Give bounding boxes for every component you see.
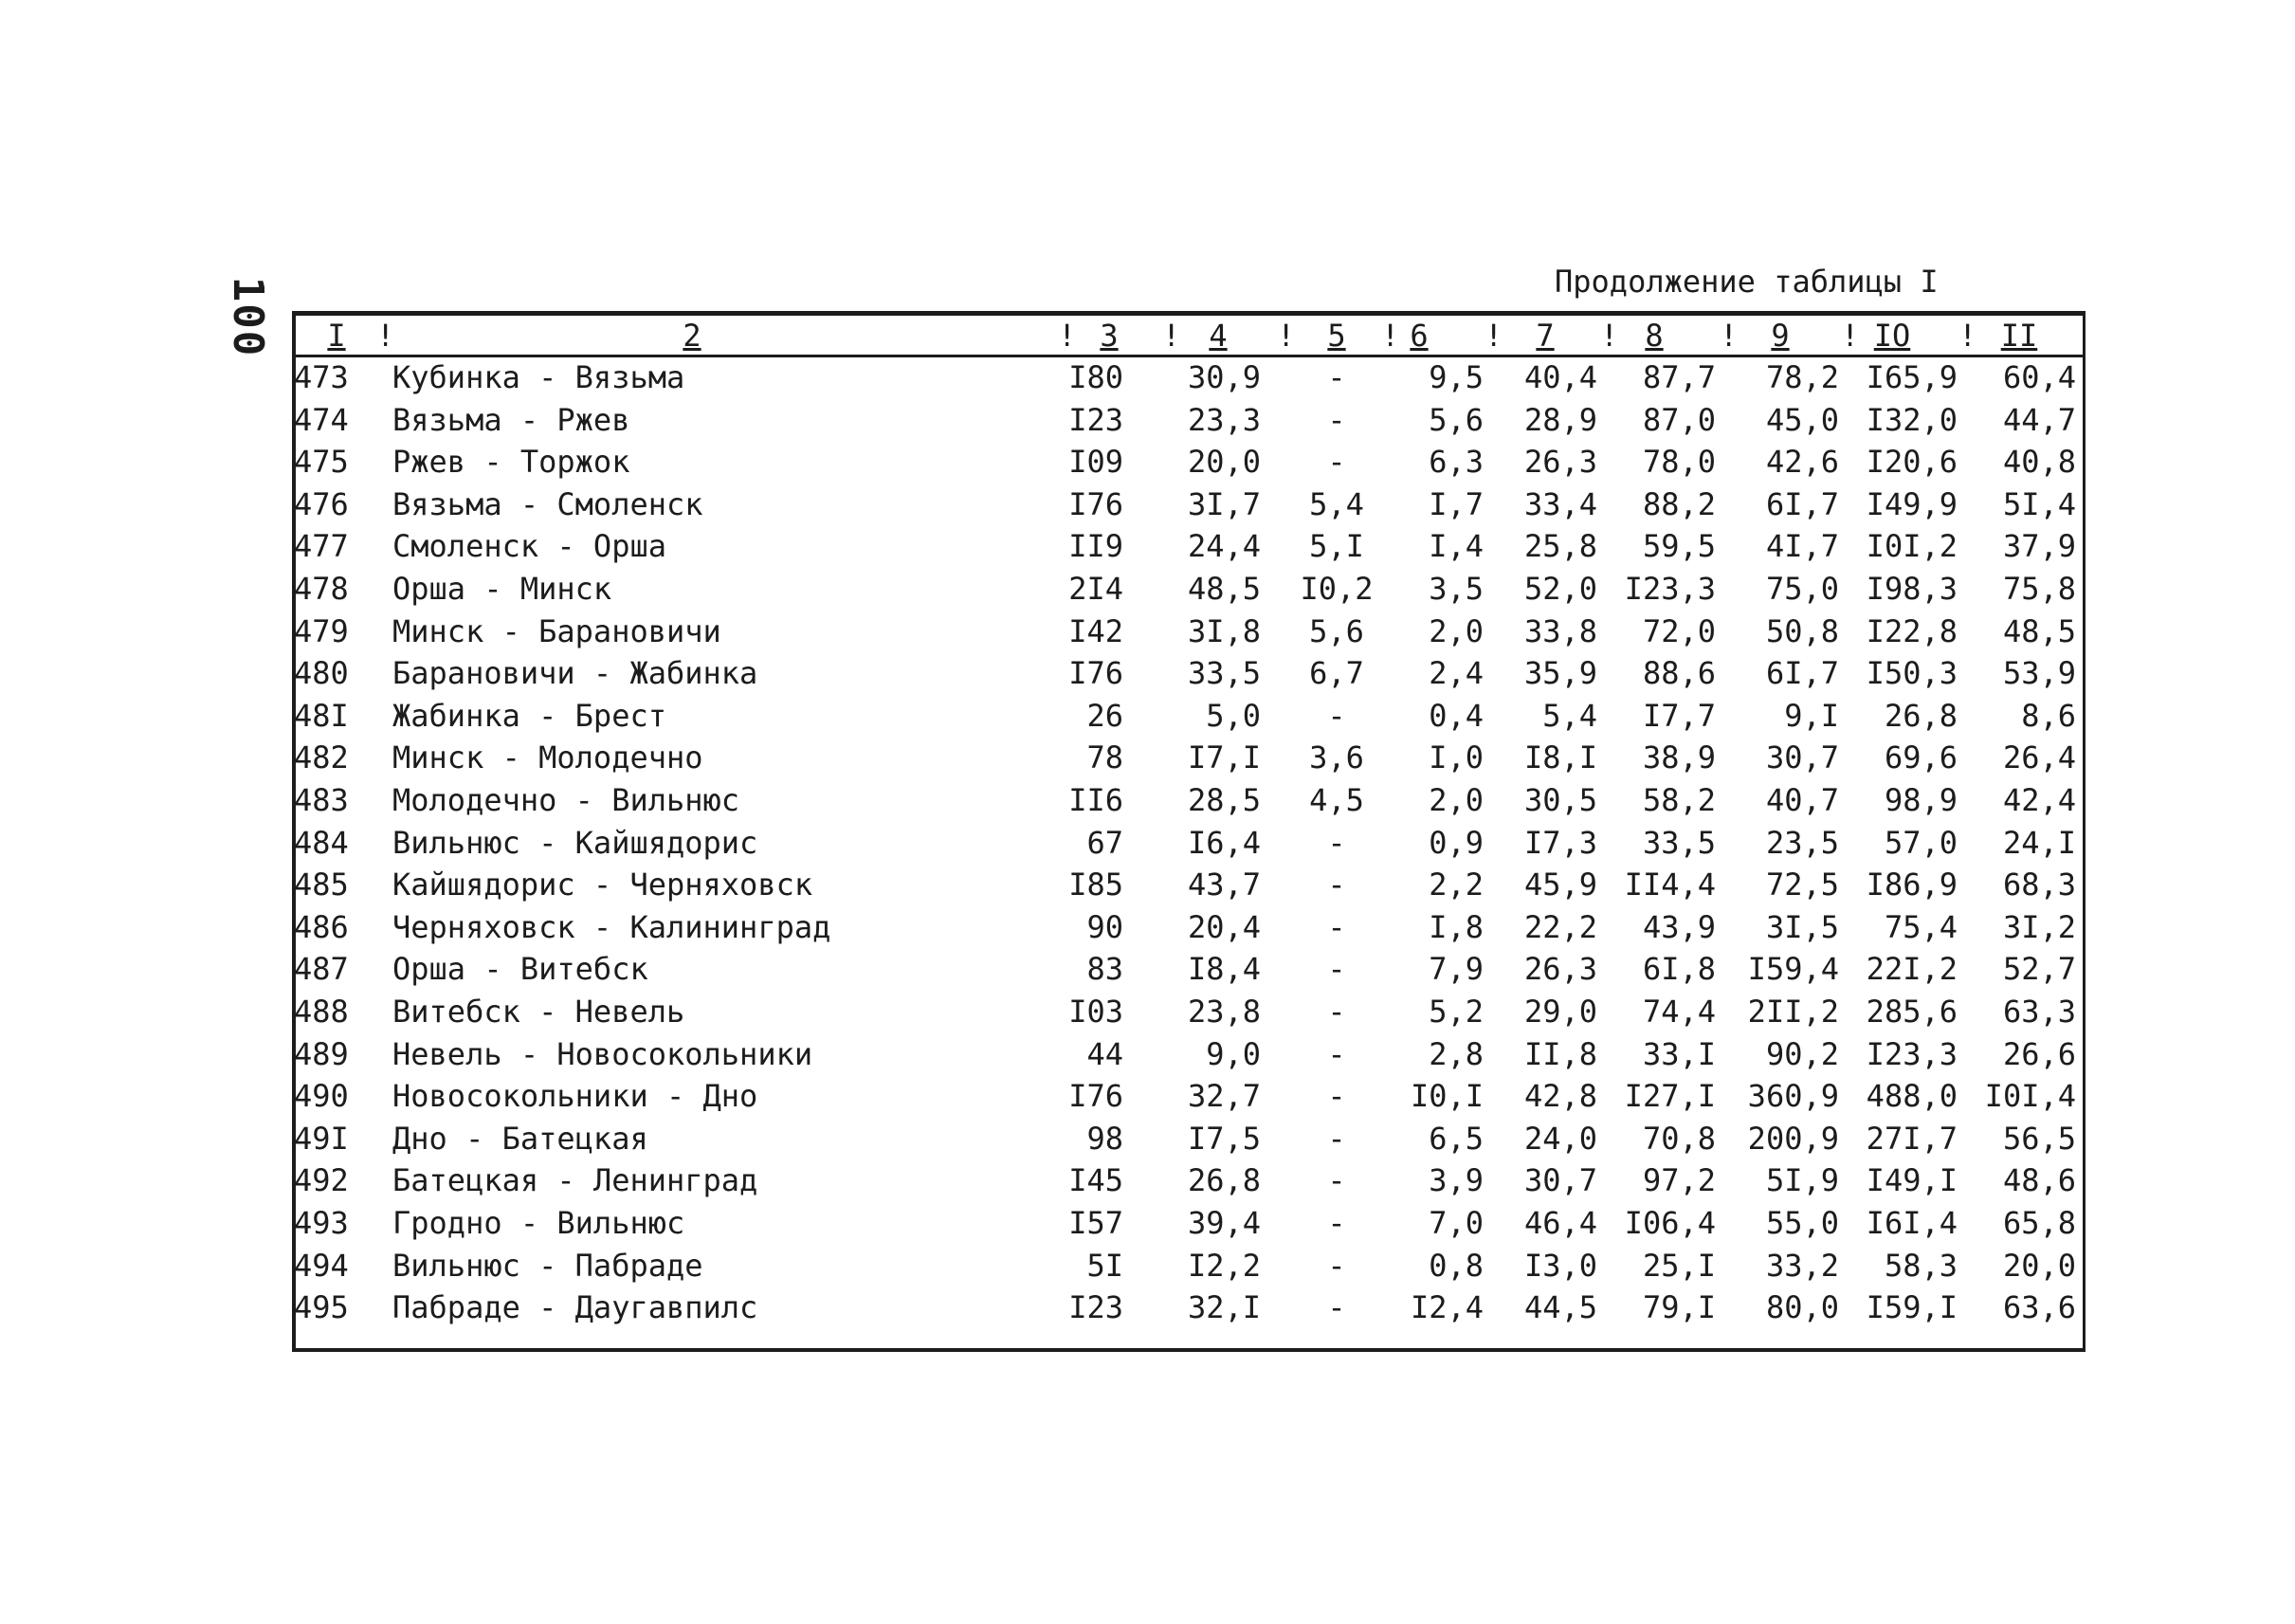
table-cell: 4I,7 (1765, 528, 1839, 564)
table-cell: - (1327, 994, 1346, 1030)
row-number: 495 (294, 1289, 349, 1325)
table-cell: I59,I (1866, 1289, 1958, 1325)
table-cell: 0,4 (1429, 698, 1484, 734)
table-cell: 48,6 (2002, 1162, 2076, 1198)
table-cell: 52,7 (2002, 951, 2076, 987)
table-cell: 22I,2 (1866, 951, 1958, 987)
table-cell: 0,8 (1429, 1248, 1484, 1284)
table-cell: I27,I (1624, 1078, 1716, 1114)
table-cell: 69,6 (1884, 739, 1958, 776)
table-cell: 78,2 (1765, 359, 1839, 395)
table-caption: Продолжение таблицы I (1555, 264, 1939, 300)
route-name: Витебск - Невель (392, 994, 685, 1030)
table-cell: 43,7 (1187, 867, 1261, 903)
row-number: 488 (294, 994, 349, 1030)
table-cell: I76 (1068, 655, 1123, 691)
table-cell: 26,6 (2002, 1036, 2076, 1072)
table-cell: 70,8 (1642, 1121, 1716, 1157)
table-cell: I0I,2 (1866, 528, 1958, 564)
table-cell: 79,I (1642, 1289, 1716, 1325)
table-cell: 78 (1086, 739, 1123, 776)
header-separator: ! (1841, 318, 1860, 354)
table-cell: 20,4 (1187, 909, 1261, 945)
header-rule (292, 355, 2086, 357)
table-cell: 44,7 (2002, 402, 2076, 438)
table-cell: 43,9 (1642, 909, 1716, 945)
table-cell: I23 (1068, 402, 1123, 438)
table-cell: 2,8 (1429, 1036, 1484, 1072)
header-separator: ! (1600, 318, 1619, 354)
row-number: 479 (294, 613, 349, 649)
table-cell: 20,0 (1187, 444, 1261, 480)
route-name: Минск - Барановичи (392, 613, 721, 649)
header-col-7: 7 (1536, 318, 1555, 354)
table-cell: 30,5 (1523, 782, 1597, 818)
table-cell: 285,6 (1866, 994, 1958, 1030)
row-number: 48I (294, 698, 349, 734)
table-cell: I,0 (1429, 739, 1484, 776)
table-cell: 98,9 (1884, 782, 1958, 818)
table-cell: 97,2 (1642, 1162, 1716, 1198)
table-cell: 3,6 (1309, 739, 1364, 776)
table-cell: 25,I (1642, 1248, 1716, 1284)
table-cell: 53,9 (2002, 655, 2076, 691)
header-col-3: 3 (1100, 318, 1119, 354)
table-cell: 9,I (1784, 698, 1839, 734)
table-cell: - (1327, 1289, 1346, 1325)
table-cell: - (1327, 1248, 1346, 1284)
route-name: Вильнюс - Пабраде (392, 1248, 703, 1284)
table-cell: II6 (1068, 782, 1123, 818)
table-cell: - (1327, 698, 1346, 734)
table-cell: 88,6 (1642, 655, 1716, 691)
table-cell: I23 (1068, 1289, 1123, 1325)
table-cell: 488,0 (1866, 1078, 1958, 1114)
table-cell: - (1327, 1121, 1346, 1157)
table-cell: 2,4 (1429, 655, 1484, 691)
table-cell: 5,4 (1309, 486, 1364, 522)
table-cell: 52,0 (1523, 571, 1597, 607)
route-name: Вильнюс - Кайшядорис (392, 825, 758, 861)
table-cell: 6,3 (1429, 444, 1484, 480)
table-cell: I09 (1068, 444, 1123, 480)
table-cell: I42 (1068, 613, 1123, 649)
table-cell: I3,0 (1523, 1248, 1597, 1284)
table-cell: 50,8 (1765, 613, 1839, 649)
table-cell: 6I,7 (1765, 655, 1839, 691)
table-cell: 8,6 (2021, 698, 2076, 734)
table-cell: I23,3 (1866, 1036, 1958, 1072)
table-cell: 87,0 (1642, 402, 1716, 438)
table-cell: 48,5 (2002, 613, 2076, 649)
header-col-2: 2 (683, 318, 701, 354)
table-cell: 56,5 (2002, 1121, 2076, 1157)
table-cell: I80 (1068, 359, 1123, 395)
route-name: Невель - Новосокольники (392, 1036, 813, 1072)
table-cell: 25,8 (1523, 528, 1597, 564)
table-cell: 5I (1086, 1248, 1123, 1284)
table-cell: 23,8 (1187, 994, 1261, 1030)
table-cell: 360,9 (1747, 1078, 1839, 1114)
row-number: 487 (294, 951, 349, 987)
table-cell: 72,5 (1765, 867, 1839, 903)
row-number: 478 (294, 571, 349, 607)
header-col-5: 5 (1327, 318, 1346, 354)
page-number (220, 269, 277, 364)
table-cell: 33,2 (1765, 1248, 1839, 1284)
route-name: Смоленск - Орша (392, 528, 666, 564)
table-cell: 45,9 (1523, 867, 1597, 903)
table-cell: 32,7 (1187, 1078, 1261, 1114)
table-cell: - (1327, 1162, 1346, 1198)
table-cell: 33,4 (1523, 486, 1597, 522)
table-cell: 57,0 (1884, 825, 1958, 861)
table-cell: 3I,5 (1765, 909, 1839, 945)
table-cell: 42,4 (2002, 782, 2076, 818)
header-separator: ! (1484, 318, 1503, 354)
table-cell: I59,4 (1747, 951, 1839, 987)
table-cell: I22,8 (1866, 613, 1958, 649)
row-number: 486 (294, 909, 349, 945)
table-cell: 5I,9 (1765, 1162, 1839, 1198)
table-cell: 3I,8 (1187, 613, 1261, 649)
route-name: Дно - Батецкая (392, 1121, 648, 1157)
header-col-9: 9 (1771, 318, 1790, 354)
table-cell: - (1327, 402, 1346, 438)
table-cell: 9,0 (1206, 1036, 1261, 1072)
table-cell: 5,6 (1309, 613, 1364, 649)
table-cell: 5,4 (1542, 698, 1597, 734)
table-cell: I57 (1068, 1205, 1123, 1241)
row-number: 474 (294, 402, 349, 438)
table-cell: 33,5 (1642, 825, 1716, 861)
table-cell: 44,5 (1523, 1289, 1597, 1325)
header-separator: ! (1058, 318, 1077, 354)
row-number: 473 (294, 359, 349, 395)
table-cell: 200,9 (1747, 1121, 1839, 1157)
table-cell: 26,3 (1523, 444, 1597, 480)
table-cell: 48,5 (1187, 571, 1261, 607)
table-cell: I,7 (1429, 486, 1484, 522)
table-cell: 44 (1086, 1036, 1123, 1072)
table-cell: I49,I (1866, 1162, 1958, 1198)
table-cell: I49,9 (1866, 486, 1958, 522)
table-cell: 90 (1086, 909, 1123, 945)
route-name: Пабраде - Даугавпилс (392, 1289, 758, 1325)
table-cell: I7,7 (1642, 698, 1716, 734)
row-number: 494 (294, 1248, 349, 1284)
route-name: Вязьма - Ржев (392, 402, 630, 438)
table-cell: 58,2 (1642, 782, 1716, 818)
table-cell: I0,2 (1300, 571, 1374, 607)
row-number: 485 (294, 867, 349, 903)
route-name: Жабинка - Брест (392, 698, 666, 734)
row-number: 484 (294, 825, 349, 861)
table-cell: 75,0 (1765, 571, 1839, 607)
table-cell: - (1327, 867, 1346, 903)
table-cell: 6I,7 (1765, 486, 1839, 522)
table-cell: 2I4 (1068, 571, 1123, 607)
table-cell: I20,6 (1866, 444, 1958, 480)
row-number: 483 (294, 782, 349, 818)
table-cell: I85 (1068, 867, 1123, 903)
row-number: 480 (294, 655, 349, 691)
table-cell: I32,0 (1866, 402, 1958, 438)
table-cell: 42,6 (1765, 444, 1839, 480)
table-cell: 58,3 (1884, 1248, 1958, 1284)
table-cell: 5I,4 (2002, 486, 2076, 522)
table-cell: 40,8 (2002, 444, 2076, 480)
table-cell: I6,4 (1187, 825, 1261, 861)
table-cell: 98 (1086, 1121, 1123, 1157)
table-cell: 33,8 (1523, 613, 1597, 649)
table-cell: I8,I (1523, 739, 1597, 776)
table-cell: I2,2 (1187, 1248, 1261, 1284)
table-cell: I7,5 (1187, 1121, 1261, 1157)
table-cell: II,8 (1523, 1036, 1597, 1072)
route-name: Батецкая - Ленинград (392, 1162, 758, 1198)
route-name: Барановичи - Жабинка (392, 655, 758, 691)
table-cell: 35,9 (1523, 655, 1597, 691)
table-cell: 5,2 (1429, 994, 1484, 1030)
table-cell: II9 (1068, 528, 1123, 564)
table-cell: I7,3 (1523, 825, 1597, 861)
table-cell: - (1327, 909, 1346, 945)
table-cell: 6I,8 (1642, 951, 1716, 987)
table-cell: 80,0 (1765, 1289, 1839, 1325)
table-cell: 28,5 (1187, 782, 1261, 818)
table-cell: 4,5 (1309, 782, 1364, 818)
table-cell: 30,7 (1765, 739, 1839, 776)
table-cell: 2,0 (1429, 782, 1484, 818)
route-name: Орша - Витебск (392, 951, 648, 987)
table-cell: 33,5 (1187, 655, 1261, 691)
table-cell: - (1327, 359, 1346, 395)
table-cell: - (1327, 825, 1346, 861)
table-cell: I98,3 (1866, 571, 1958, 607)
table-cell: 55,0 (1765, 1205, 1839, 1241)
table-cell: 63,3 (2002, 994, 2076, 1030)
table-cell: 39,4 (1187, 1205, 1261, 1241)
table-cell: I0I,4 (1984, 1078, 2076, 1114)
header-col-8: 8 (1645, 318, 1664, 354)
header-col-4: 4 (1209, 318, 1228, 354)
route-name: Кайшядорис - Черняховск (392, 867, 813, 903)
header-separator: ! (1720, 318, 1739, 354)
table-cell: I2,4 (1410, 1289, 1484, 1325)
table-cell: 24,4 (1187, 528, 1261, 564)
table-cell: 22,2 (1523, 909, 1597, 945)
table-cell: I06,4 (1624, 1205, 1716, 1241)
table-cell: 46,4 (1523, 1205, 1597, 1241)
table-cell: 26 (1086, 698, 1123, 734)
header-separator: ! (1381, 318, 1400, 354)
table-cell: - (1327, 1205, 1346, 1241)
table-cell: 7,0 (1429, 1205, 1484, 1241)
table-cell: 26,4 (2002, 739, 2076, 776)
table-cell: I6I,4 (1866, 1205, 1958, 1241)
header-col-10: IO (1873, 318, 1911, 354)
table-cell: 24,I (2002, 825, 2076, 861)
route-name: Вязьма - Смоленск (392, 486, 703, 522)
header-col-1: I (327, 318, 346, 354)
row-number: 475 (294, 444, 349, 480)
header-col-6: 6 (1410, 318, 1429, 354)
header-separator: ! (1958, 318, 1977, 354)
table-cell: 26,3 (1523, 951, 1597, 987)
route-name: Кубинка - Вязьма (392, 359, 685, 395)
table-cell: 5,I (1309, 528, 1364, 564)
table-cell: 7,9 (1429, 951, 1484, 987)
row-number: 476 (294, 486, 349, 522)
table-cell: - (1327, 444, 1346, 480)
table-cell: 26,8 (1884, 698, 1958, 734)
header-separator: ! (1162, 318, 1181, 354)
table-cell: 9,5 (1429, 359, 1484, 395)
table-cell: 23,3 (1187, 402, 1261, 438)
table-cell: 30,9 (1187, 359, 1261, 395)
route-name: Молодечно - Вильнюс (392, 782, 740, 818)
table-cell: 3,5 (1429, 571, 1484, 607)
table-cell: I23,3 (1624, 571, 1716, 607)
table-cell: 2,2 (1429, 867, 1484, 903)
table-cell: I45 (1068, 1162, 1123, 1198)
table-cell: 68,3 (2002, 867, 2076, 903)
table-cell: I76 (1068, 1078, 1123, 1114)
table-cell: 26,8 (1187, 1162, 1261, 1198)
table-cell: 59,5 (1642, 528, 1716, 564)
table-cell: 60,4 (2002, 359, 2076, 395)
table-cell: I86,9 (1866, 867, 1958, 903)
row-number: 489 (294, 1036, 349, 1072)
header-separator: ! (1277, 318, 1296, 354)
header-separator: ! (376, 318, 395, 354)
table-cell: 20,0 (2002, 1248, 2076, 1284)
table-cell: 3I,7 (1187, 486, 1261, 522)
table-cell: 6,7 (1309, 655, 1364, 691)
table-cell: 2II,2 (1747, 994, 1839, 1030)
table-cell: I03 (1068, 994, 1123, 1030)
route-name: Черняховск - Калининград (392, 909, 831, 945)
table-cell: - (1327, 951, 1346, 987)
table-cell: 32,I (1187, 1289, 1261, 1325)
row-number: 482 (294, 739, 349, 776)
row-number: 493 (294, 1205, 349, 1241)
table-cell: I65,9 (1866, 359, 1958, 395)
table-cell: 24,0 (1523, 1121, 1597, 1157)
table-cell: 23,5 (1765, 825, 1839, 861)
table-cell: - (1327, 1078, 1346, 1114)
table-cell: 0,9 (1429, 825, 1484, 861)
table-cell: I76 (1068, 486, 1123, 522)
table-cell: 3,9 (1429, 1162, 1484, 1198)
table-cell: 30,7 (1523, 1162, 1597, 1198)
table-cell: 42,8 (1523, 1078, 1597, 1114)
page-number-text: 100 (224, 276, 273, 357)
table-cell: 87,7 (1642, 359, 1716, 395)
table-cell: 6,5 (1429, 1121, 1484, 1157)
table-cell: 38,9 (1642, 739, 1716, 776)
route-name: Минск - Молодечно (392, 739, 703, 776)
table-cell: I8,4 (1187, 951, 1261, 987)
table-cell: 28,9 (1523, 402, 1597, 438)
table-cell: 33,I (1642, 1036, 1716, 1072)
table-cell: 40,4 (1523, 359, 1597, 395)
table-cell: 88,2 (1642, 486, 1716, 522)
route-name: Орша - Минск (392, 571, 612, 607)
table-cell: - (1327, 1036, 1346, 1072)
row-number: 490 (294, 1078, 349, 1114)
row-number: 492 (294, 1162, 349, 1198)
table-cell: 72,0 (1642, 613, 1716, 649)
table-cell: I,4 (1429, 528, 1484, 564)
route-name: Гродно - Вильнюс (392, 1205, 685, 1241)
table-cell: 5,0 (1206, 698, 1261, 734)
table-cell: 67 (1086, 825, 1123, 861)
table-cell: I0,I (1410, 1078, 1484, 1114)
table-cell: 75,4 (1884, 909, 1958, 945)
table-cell: 2,0 (1429, 613, 1484, 649)
table-cell: I,8 (1429, 909, 1484, 945)
route-name: Новосокольники - Дно (392, 1078, 758, 1114)
table-cell: 29,0 (1523, 994, 1597, 1030)
table-cell: I7,I (1187, 739, 1261, 776)
row-number: 49I (294, 1121, 349, 1157)
table-cell: 75,8 (2002, 571, 2076, 607)
header-col-11: II (2000, 318, 2038, 354)
table-cell: 74,4 (1642, 994, 1716, 1030)
table-cell: 45,0 (1765, 402, 1839, 438)
route-name: Ржев - Торжок (392, 444, 630, 480)
row-number: 477 (294, 528, 349, 564)
table-cell: 63,6 (2002, 1289, 2076, 1325)
table-cell: 83 (1086, 951, 1123, 987)
table-cell: II4,4 (1624, 867, 1716, 903)
table-cell: 65,8 (2002, 1205, 2076, 1241)
table-cell: 27I,7 (1866, 1121, 1958, 1157)
table-cell: 90,2 (1765, 1036, 1839, 1072)
table-cell: 3I,2 (2002, 909, 2076, 945)
table-cell: 5,6 (1429, 402, 1484, 438)
table-cell: 40,7 (1765, 782, 1839, 818)
table-cell: 37,9 (2002, 528, 2076, 564)
table-cell: 78,0 (1642, 444, 1716, 480)
table-cell: I50,3 (1866, 655, 1958, 691)
